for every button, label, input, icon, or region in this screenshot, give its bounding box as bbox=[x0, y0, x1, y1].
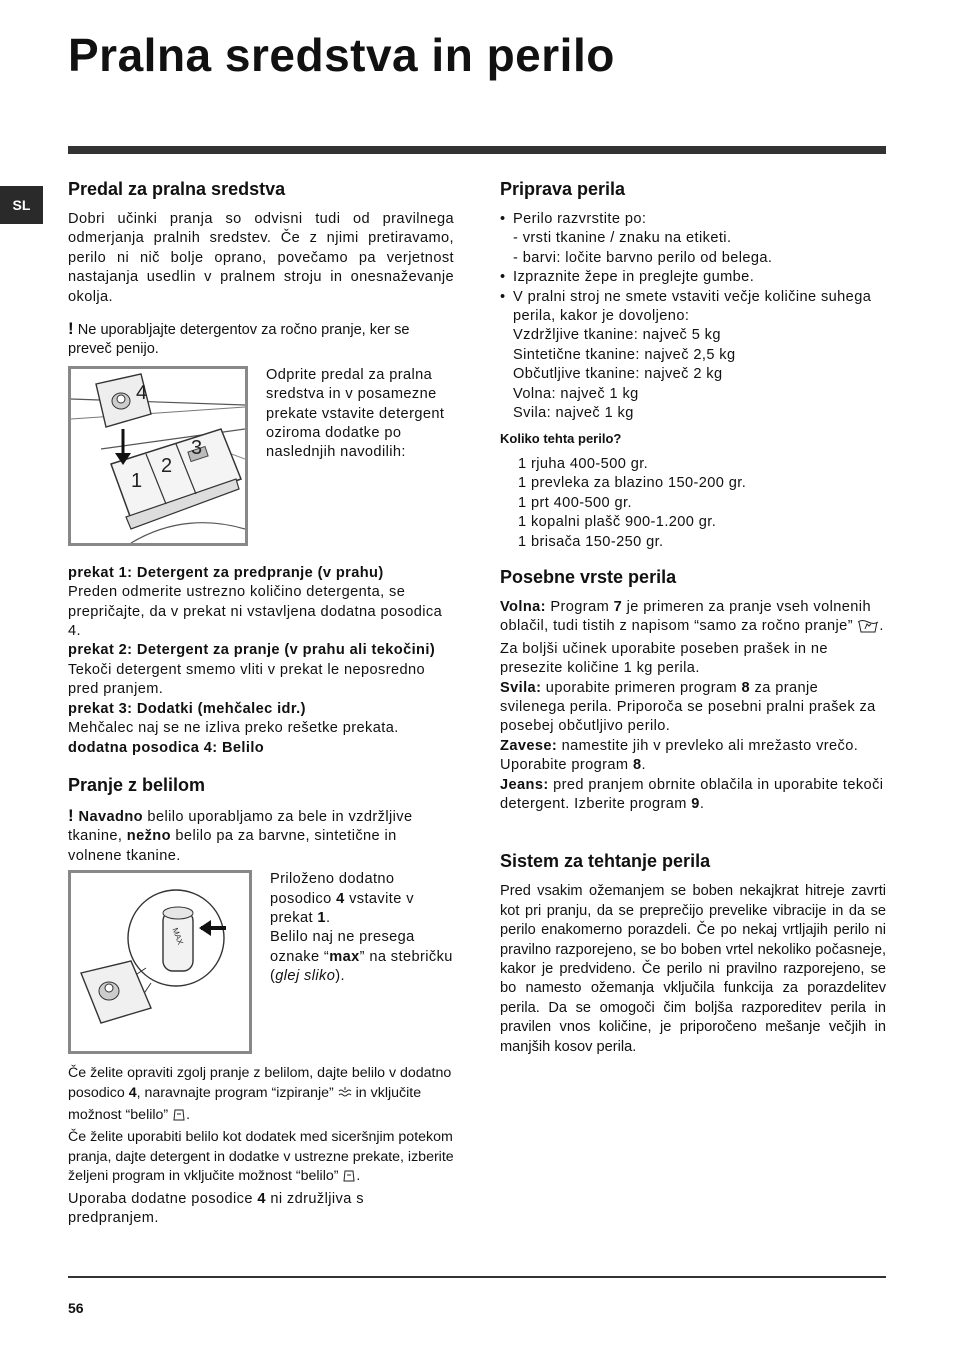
special-laundry-heading: Posebne vrste perila bbox=[500, 566, 677, 587]
wool-t3: . Za boljši učinek uporabite poseben prašek in ne presezite količine 1 kg perila. bbox=[500, 618, 884, 677]
prep-b2: Izpraznite žepe in preglejte gumbe. bbox=[513, 269, 755, 286]
rinse-icon bbox=[338, 1086, 352, 1106]
laundry-prep-list bbox=[500, 210, 886, 423]
compartment-2-text: Tekoči detergent smemo vliti v prekat le neposredno pred pranjem. bbox=[68, 661, 426, 698]
detergent-drawer-section bbox=[68, 176, 454, 758]
bleach-warning-t2: belilo pa za barvne, sintetične in volnene tkanine. bbox=[68, 828, 397, 864]
bleach-paragraph-3 bbox=[68, 1190, 454, 1229]
bleach-p1-b: 4 bbox=[128, 1084, 137, 1101]
compartment-1 bbox=[68, 564, 454, 642]
bleach-p1-d: in vključite možnost “belilo” bbox=[68, 1084, 422, 1123]
bleach-icon bbox=[172, 1108, 186, 1128]
drawer-label-2: 2 bbox=[161, 454, 173, 477]
curtains-t1: namestite jih v prevleko ali mrežasto vrečo. Uporabite program bbox=[500, 737, 859, 774]
bleach-p3-a: Uporaba dodatne posodice bbox=[68, 1190, 258, 1207]
page-number: 56 bbox=[68, 1300, 84, 1316]
wool-label: Volna: bbox=[500, 598, 546, 615]
bleach-heading: Pranje z belilom bbox=[68, 774, 206, 795]
bleach-p1-a: Če želite opraviti zgolj pranje z belilom, dajte belilo v dodatno posodico bbox=[68, 1065, 452, 1101]
drawer-figure-row bbox=[68, 366, 454, 546]
bleach-p3-b: 4 bbox=[257, 1190, 266, 1207]
bleach-paragraph-1 bbox=[68, 1064, 454, 1128]
bleach-fig-t3: . bbox=[325, 909, 331, 926]
left-column bbox=[68, 176, 454, 1228]
warning-mark-icon: ! bbox=[68, 805, 75, 825]
bleach-fig-t2: vstavite v prekat bbox=[270, 890, 414, 926]
bleach-paragraph-2 bbox=[68, 1128, 454, 1189]
bleach-warning-t1: belilo uporabljamo za bele in vzdržljive tkanine, bbox=[68, 808, 413, 845]
drawer-figure-text: Odprite predal za pralna sredstva in v posamezne prekate vstavite detergent oziroma dodatke po naslednjih navodilih: bbox=[266, 366, 445, 461]
compartment-4 bbox=[68, 739, 454, 758]
compartment-2-label: prekat 2: Detergent za pranje (v prahu ali tekočini) bbox=[68, 642, 436, 659]
bleach-figure bbox=[68, 870, 252, 1054]
bleach-fig-b3: max bbox=[329, 948, 360, 965]
weight-limits bbox=[513, 326, 886, 423]
limit-item: Svila: največ 1 kg bbox=[513, 405, 634, 422]
detergent-warning bbox=[68, 319, 454, 360]
curtains-paragraph bbox=[500, 737, 886, 776]
weight-item: 1 prt 400-500 gr. bbox=[518, 494, 632, 511]
hand-wash-icon bbox=[857, 617, 879, 639]
curtains-program: 8 bbox=[632, 757, 642, 774]
drawer-figure bbox=[68, 366, 248, 546]
prep-b1-sub2: - barvi: ločite barvno perilo od belega. bbox=[513, 249, 773, 266]
compartment-3 bbox=[68, 700, 454, 739]
wool-paragraph bbox=[500, 598, 886, 679]
bleach-icon bbox=[342, 1169, 356, 1189]
silk-paragraph bbox=[500, 679, 886, 737]
weighing-system-section bbox=[500, 848, 886, 1057]
page-title: Pralna sredstva in perilo bbox=[68, 29, 615, 81]
weighing-system-text: Pred vsakim ožemanjem se boben nekajkrat hitreje zavrti kot pri pranju, da se preprečijo prevelike vibracije in da se perilo enakomerno porazdeli. Če po nekaj vrtljajih perilo ni pravilno razporejeno, se bo boben vrtel nekoliko počasneje, kakor je predvideno. Če perilo ni pravilno razporejeno, se bo namesto ožemanja vključila funkcija za porazdelitev perila. Da se omogoči čim boljša razporeditev perila in pravilen vnos količine, je priporočeno mešanje večjih in manjših kosov perila. bbox=[500, 883, 886, 1055]
bleach-p2-a: Če želite uporabiti belilo kot dodatek med siceršnjim potekom pranja, dajte detergent in dodatke v ustrezne prekate, izberite željeni program in vključite možnost “belilo” bbox=[68, 1129, 454, 1185]
silk-t1: uporabite primeren program bbox=[541, 679, 742, 696]
bleach-fig-i1: glej sliko bbox=[275, 968, 336, 985]
compartment-1-label: prekat 1: Detergent za predpranje (v prahu) bbox=[68, 564, 384, 581]
warning-text: Ne uporabljajte detergentov za ročno pranje, ker se preveč penijo. bbox=[68, 322, 410, 358]
compartment-3-label: prekat 3: Dodatki (mehčalec idr.) bbox=[68, 700, 306, 717]
bleach-section bbox=[68, 772, 454, 1228]
weight-item: 1 brisača 150-250 gr. bbox=[518, 533, 664, 550]
max-mark-label: MAX bbox=[170, 926, 185, 947]
language-tab: SL bbox=[0, 186, 43, 224]
list-item bbox=[500, 288, 886, 424]
weight-item: 1 kopalni plašč 900-1.200 gr. bbox=[518, 514, 717, 531]
warning-mark-icon: ! bbox=[68, 319, 74, 339]
detergent-intro: Dobri učinki pranja so odvisni tudi od pravilnega odmerjanja pralnih sredstev. Če z njimi pretiravamo, perilo ni nič bolje oprano, povečamo pa verjetnost nastajanja usedlin v pralnem stroju in onesnaževanje okolja. bbox=[68, 211, 454, 305]
drawer-label-1: 1 bbox=[131, 469, 143, 492]
drawer-label-3: 3 bbox=[191, 436, 203, 459]
curtains-t2: . bbox=[641, 757, 646, 774]
detergent-drawer-heading: Predal za pralna sredstva bbox=[68, 179, 286, 199]
jeans-label: Jeans: bbox=[500, 776, 549, 793]
weights-heading: Koliko tehta perilo? bbox=[500, 431, 622, 447]
jeans-t2: . bbox=[699, 795, 705, 812]
compartment-3-text: Mehčalec naj se ne izliva preko rešetke prekata. bbox=[68, 720, 399, 737]
bleach-normal-word: Navadno bbox=[78, 808, 143, 825]
jeans-program: 9 bbox=[691, 795, 700, 812]
silk-t2: za pranje svilenega perila. Priporoča se posebni pralni prašek za posebej občutljivo perilo. bbox=[500, 679, 876, 735]
bleach-fig-t6: ). bbox=[335, 968, 345, 985]
right-column bbox=[500, 176, 886, 1057]
bleach-figure-row bbox=[68, 870, 454, 1054]
jeans-paragraph bbox=[500, 776, 886, 815]
bleach-fig-t4: Belilo naj ne presega oznake “ bbox=[270, 929, 415, 965]
limit-item: Občutljive tkanine: največ 2 kg bbox=[513, 366, 723, 383]
bleach-fig-t1: Priloženo dodatno posodico bbox=[270, 871, 395, 907]
prep-b1-sub1: - vrsti tkanine / znaku na etiketi. bbox=[513, 230, 732, 247]
limit-item: Vzdržljive tkanine: največ 5 kg bbox=[513, 327, 721, 344]
wool-t2: je primeren za pranje vseh volnenih oblačil, tudi tistih z napisom “samo za ročno pranje” bbox=[500, 598, 871, 635]
bleach-p3-c: ni združljiva s predpranjem. bbox=[68, 1190, 364, 1226]
special-laundry-section bbox=[500, 564, 886, 814]
bleach-container-illustration bbox=[71, 873, 249, 1051]
jeans-t1: pred pranjem obrnite oblačila in uporabite tekoči detergent. Izberite program bbox=[500, 776, 884, 812]
bleach-figure-text bbox=[270, 870, 454, 1054]
compartment-2 bbox=[68, 641, 454, 699]
prep-b3: V pralni stroj ne smete vstaviti večje količine suhega perila, kakor je dovoljeno: bbox=[513, 288, 872, 325]
silk-label: Svila: bbox=[500, 679, 542, 696]
top-rule bbox=[68, 146, 886, 154]
bleach-fig-t5: ” na stebričku ( bbox=[270, 948, 453, 985]
prep-b1: Perilo razvrstite po: bbox=[513, 211, 647, 227]
weight-item: 1 rjuha 400-500 gr. bbox=[518, 455, 649, 472]
wool-program: 7 bbox=[613, 598, 623, 615]
silk-program: 8 bbox=[741, 679, 751, 696]
bleach-fig-b1: 4 bbox=[336, 890, 345, 907]
bleach-gentle-word: nežno bbox=[126, 828, 171, 845]
weights-list bbox=[500, 455, 886, 552]
drawer-label-4: 4 bbox=[136, 381, 148, 404]
curtains-label: Zavese: bbox=[500, 737, 558, 754]
limit-item: Sintetične tkanine: največ 2,5 kg bbox=[513, 346, 736, 363]
bottom-rule bbox=[68, 1276, 886, 1278]
list-item bbox=[500, 268, 886, 287]
laundry-prep-heading: Priprava perila bbox=[500, 179, 626, 199]
bleach-fig-b2: 1 bbox=[317, 909, 326, 926]
bleach-warning bbox=[68, 806, 454, 866]
bleach-p2-b: . bbox=[356, 1168, 361, 1185]
weighing-system-heading: Sistem za tehtanje perila bbox=[500, 851, 711, 872]
compartment-4-label: dodatna posodica 4: Belilo bbox=[68, 739, 265, 756]
detergent-drawer-illustration bbox=[71, 369, 245, 543]
list-item bbox=[500, 210, 886, 268]
limit-item: Volna: največ 1 kg bbox=[513, 385, 639, 402]
bleach-p1-c: , naravnajte program “izpiranje” bbox=[136, 1084, 338, 1101]
compartment-list bbox=[68, 564, 454, 758]
weight-item: 1 prevleka za blazino 150-200 gr. bbox=[518, 475, 747, 492]
compartment-1-text: Preden odmerite ustrezno količino detergenta, se prepričajte, da v prekat ni vstavljena dodatna posodica 4. bbox=[68, 584, 443, 640]
laundry-prep-section bbox=[500, 176, 886, 552]
bleach-p1-e: . bbox=[186, 1106, 191, 1123]
wool-t1: Program bbox=[545, 598, 614, 615]
